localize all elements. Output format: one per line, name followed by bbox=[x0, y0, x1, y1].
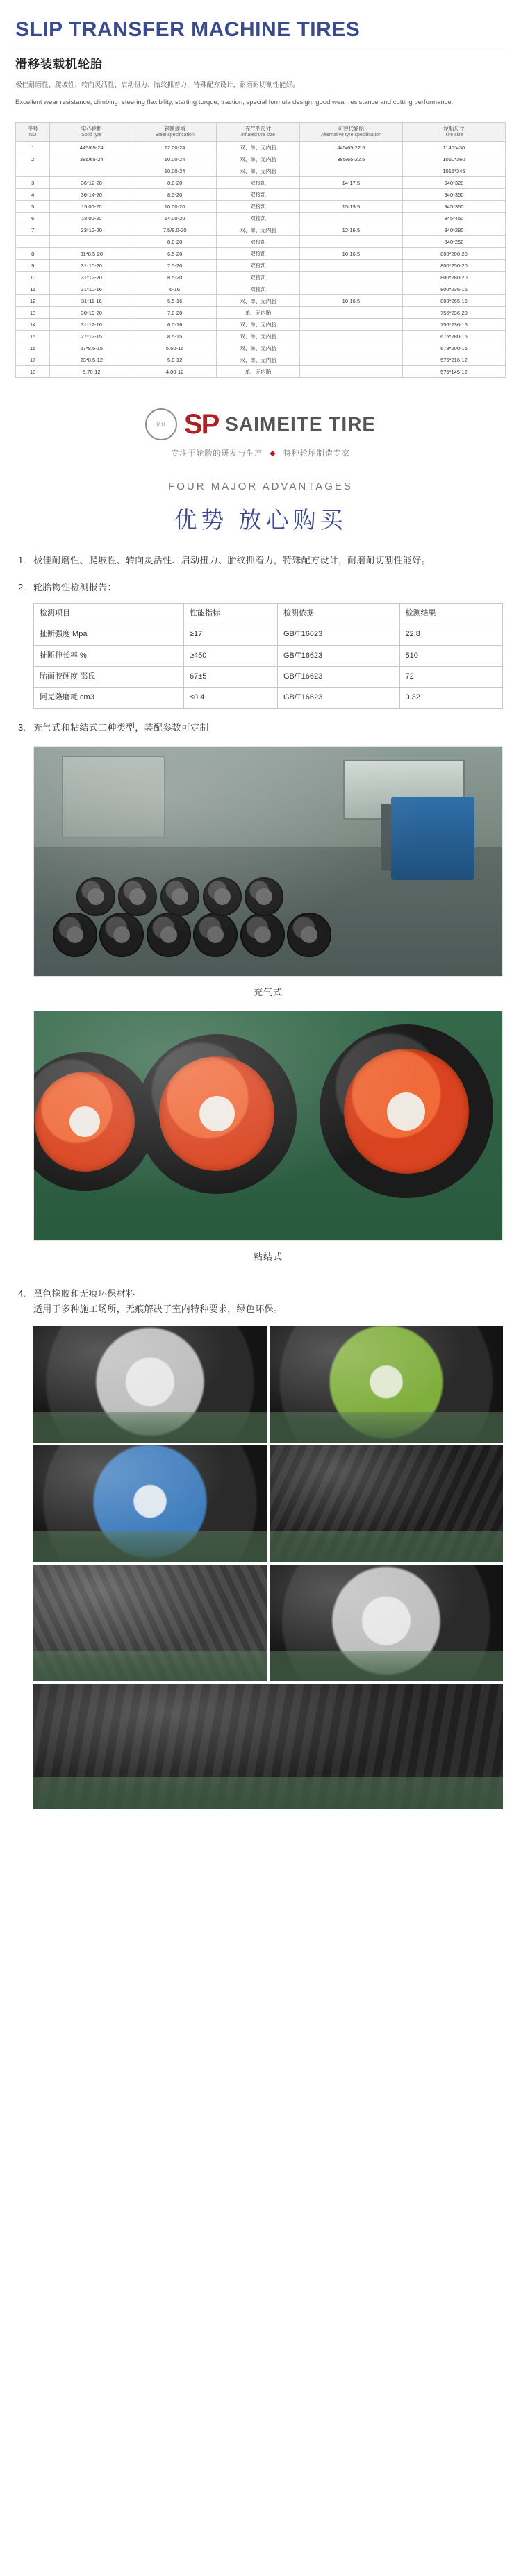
spec-cell-steel: 10.00-20 bbox=[133, 201, 217, 213]
spec-cell-no: 1 bbox=[16, 142, 50, 153]
report-table-head bbox=[34, 603, 503, 624]
spec-cell-press: 双接凯 bbox=[217, 236, 300, 248]
caption-bonded: 粘结式 bbox=[253, 1251, 283, 1262]
list-item-text: 充气式和粘结式二种类型，装配参数可定制 bbox=[33, 722, 209, 733]
spec-cell-size: 1140*430 bbox=[402, 142, 505, 153]
spec-col-tyre-en: Solid tyre bbox=[81, 132, 102, 138]
spec-cell-tyre: 36*12-20 bbox=[50, 177, 133, 189]
spec-cell-no: 2 bbox=[16, 153, 50, 165]
table-row bbox=[34, 688, 503, 708]
spec-cell-steel: 5.5-16 bbox=[133, 295, 217, 307]
spec-cell-alt bbox=[299, 189, 402, 201]
spec-col-alt bbox=[299, 123, 402, 142]
spec-cell-size: 673*200-15 bbox=[402, 342, 505, 354]
photo-floor bbox=[270, 1651, 503, 1681]
spec-cell-no bbox=[16, 165, 50, 177]
report-cell-index: ≤0.4 bbox=[184, 688, 278, 708]
spec-cell-no: 14 bbox=[16, 319, 50, 331]
spec-cell-tyre: 27*8.5-15 bbox=[50, 342, 133, 354]
spec-cell-press: 双接凯 bbox=[217, 248, 300, 260]
table-row bbox=[16, 224, 506, 236]
spec-cell-alt bbox=[299, 319, 402, 331]
test-report-table bbox=[33, 603, 503, 709]
tire-row-item bbox=[245, 877, 283, 916]
table-row bbox=[16, 248, 506, 260]
table-row bbox=[16, 283, 506, 295]
spec-cell-no: 3 bbox=[16, 177, 50, 189]
photo-bonded-block bbox=[33, 1011, 503, 1263]
table-row bbox=[16, 142, 506, 153]
description-cn: 极佳耐磨性、爬坡性、转向灵活性、启动扭力、胎纹抓着力，特殊配方设计，耐磨耐切割性能好。 bbox=[15, 81, 299, 89]
spec-cell-tyre: 15.00-20 bbox=[50, 201, 133, 213]
spec-cell-tyre: 18.00-20 bbox=[50, 213, 133, 224]
spec-cell-no: 13 bbox=[16, 307, 50, 319]
spec-cell-alt: 10-16.5 bbox=[299, 295, 402, 307]
spec-col-alt-cn: 可替代轮胎 bbox=[338, 126, 365, 133]
spec-cell-no: 15 bbox=[16, 331, 50, 342]
spec-cell-alt bbox=[299, 366, 402, 378]
spec-cell-alt: 15-19.5 bbox=[299, 201, 402, 213]
report-cell-basis: GB/T16623 bbox=[278, 688, 400, 708]
spec-cell-press: 双、单、无内胎 bbox=[217, 142, 300, 153]
table-row bbox=[16, 236, 506, 248]
spec-cell-size: 800*236-16 bbox=[402, 283, 505, 295]
spec-cell-no: 9 bbox=[16, 260, 50, 272]
spec-table-body bbox=[16, 142, 506, 378]
spec-cell-press: 双接凯 bbox=[217, 213, 300, 224]
spec-cell-size: 840*250 bbox=[402, 236, 505, 248]
spec-cell-alt bbox=[299, 272, 402, 283]
spec-cell-no: 17 bbox=[16, 354, 50, 366]
spec-cell-no bbox=[16, 236, 50, 248]
spec-cell-steel: 8.5-20 bbox=[133, 189, 217, 201]
spec-cell-press: 双接凯 bbox=[217, 260, 300, 272]
spec-cell-steel: 6.0-16 bbox=[133, 319, 217, 331]
spec-cell-steel: 7.0-20 bbox=[133, 307, 217, 319]
spec-cell-steel: 8.0-20 bbox=[133, 236, 217, 248]
spec-cell-steel: 5.50-15 bbox=[133, 342, 217, 354]
spec-col-no-cn: 序号 bbox=[27, 126, 38, 133]
spec-cell-steel: 8.5-20 bbox=[133, 272, 217, 283]
brand-tagline bbox=[0, 447, 521, 458]
spec-col-size bbox=[402, 123, 505, 142]
spec-cell-tyre: 385/65-24 bbox=[50, 153, 133, 165]
photo-floor bbox=[33, 1651, 267, 1681]
tire-row-item bbox=[160, 877, 199, 916]
tire-row-item bbox=[193, 913, 238, 957]
spec-cell-alt bbox=[299, 236, 402, 248]
spec-cell-size: 675*280-15 bbox=[402, 331, 505, 342]
spec-header-row bbox=[16, 123, 506, 142]
spec-cell-tyre: 31*11-16 bbox=[50, 295, 133, 307]
spec-col-steel-en: Steel specification bbox=[155, 132, 195, 138]
caption-inflated: 充气式 bbox=[253, 986, 283, 997]
spec-cell-size: 800*280-20 bbox=[402, 272, 505, 283]
spec-table bbox=[15, 122, 506, 378]
spec-col-press-cn: 充气胎尺寸 bbox=[245, 126, 272, 133]
report-cell-basis: GB/T16623 bbox=[278, 624, 400, 645]
list-item bbox=[18, 553, 503, 569]
gallery-photo-blue-rim bbox=[33, 1445, 267, 1562]
list-item-number: 3. bbox=[18, 722, 26, 733]
wheel-hub bbox=[199, 1096, 235, 1131]
spec-cell-press: 双、单、无内胎 bbox=[217, 331, 300, 342]
table-row bbox=[16, 272, 506, 283]
spec-cell-no: 4 bbox=[16, 189, 50, 201]
spec-cell-size: 800*200-20 bbox=[402, 248, 505, 260]
report-table-body bbox=[34, 624, 503, 709]
spec-cell-steel: 5.0-12 bbox=[133, 354, 217, 366]
tire-row-item bbox=[203, 877, 242, 916]
certification-seal-icon: 认证 bbox=[145, 408, 177, 440]
spec-cell-size: 800*265-16 bbox=[402, 295, 505, 307]
table-row bbox=[16, 331, 506, 342]
spec-cell-no: 11 bbox=[16, 283, 50, 295]
spec-cell-press: 单、无内胎 bbox=[217, 366, 300, 378]
spec-cell-size: 945*360 bbox=[402, 201, 505, 213]
spec-cell-alt bbox=[299, 213, 402, 224]
spec-cell-size: 800*250-20 bbox=[402, 260, 505, 272]
spec-table-wrap bbox=[0, 113, 521, 378]
spec-cell-steel: 10.00-24 bbox=[133, 165, 217, 177]
list-item-body bbox=[33, 1286, 503, 1810]
spec-cell-press: 双、单、无内胎 bbox=[217, 153, 300, 165]
table-row bbox=[16, 260, 506, 272]
spec-cell-press: 双、单、无内胎 bbox=[217, 354, 300, 366]
spec-cell-press: 双接凯 bbox=[217, 177, 300, 189]
spec-col-no bbox=[16, 123, 50, 142]
page-header bbox=[0, 0, 521, 113]
gallery-photo-silver-rim-2 bbox=[270, 1565, 503, 1681]
gallery-photo-green-rim bbox=[270, 1326, 503, 1443]
wheel-item bbox=[320, 1024, 493, 1198]
photo-floor bbox=[33, 1531, 267, 1562]
warehouse-door bbox=[62, 756, 165, 838]
spec-cell-alt: 10-16.5 bbox=[299, 248, 402, 260]
spec-cell-tyre: 33*12-20 bbox=[50, 224, 133, 236]
advantages-heading bbox=[0, 481, 521, 535]
report-cell-result: 72 bbox=[399, 667, 503, 688]
list-item-subtext: 适用于多种施工场所，无痕解决了室内特种要求，绿色环保。 bbox=[33, 1304, 283, 1315]
spec-col-no-en: NO bbox=[28, 132, 37, 138]
spec-cell-size: 756*236-16 bbox=[402, 319, 505, 331]
spec-cell-press: 双接凯 bbox=[217, 272, 300, 283]
table-row bbox=[16, 189, 506, 201]
spec-cell-no: 6 bbox=[16, 213, 50, 224]
photo-floor bbox=[270, 1412, 503, 1443]
spec-cell-steel: 4.00-12 bbox=[133, 366, 217, 378]
page-bottom-spacer bbox=[0, 1820, 521, 1838]
spec-cell-tyre: 5.70-12 bbox=[50, 366, 133, 378]
spec-cell-tyre bbox=[50, 165, 133, 177]
list-item-text: 极佳耐磨性、爬坡性、转向灵活性、启动扭力、胎纹抓着力，特殊配方设计，耐磨耐切割性能好。 bbox=[33, 555, 431, 566]
table-row bbox=[34, 624, 503, 645]
spec-cell-tyre: 30*10-20 bbox=[50, 307, 133, 319]
gallery-photo-tread-grey bbox=[33, 1565, 267, 1681]
brand-name: SAIMEITE TIRE bbox=[225, 413, 377, 435]
tire-row-item bbox=[240, 913, 285, 957]
wheel-hub bbox=[387, 1092, 425, 1131]
spec-cell-alt: 14-17.5 bbox=[299, 177, 402, 189]
spec-cell-size: 840*280 bbox=[402, 224, 505, 236]
brand-logo-icon: SP bbox=[183, 409, 219, 440]
spec-cell-size: 575*145-12 bbox=[402, 366, 505, 378]
spec-cell-tyre: 31*12-16 bbox=[50, 319, 133, 331]
tire-row-item bbox=[147, 913, 191, 957]
spec-cell-alt bbox=[299, 342, 402, 354]
spec-col-tyre bbox=[50, 123, 133, 142]
report-cell-index: 67±5 bbox=[184, 667, 278, 688]
list-item-body bbox=[33, 580, 503, 709]
list-item-number: 1. bbox=[18, 555, 26, 566]
spec-table-head bbox=[16, 123, 506, 142]
photo-gallery bbox=[33, 1326, 503, 1681]
brand-row bbox=[0, 408, 521, 440]
report-cell-index: ≥17 bbox=[184, 624, 278, 645]
spec-cell-no: 5 bbox=[16, 201, 50, 213]
spec-col-tyre-cn: 实心轮胎 bbox=[81, 126, 102, 133]
brand-tagline-left: 专注于轮胎的研发与生产 bbox=[171, 449, 263, 458]
spec-col-alt-en: Alternative tyre specification bbox=[320, 132, 381, 138]
report-cell-item: 扯断伸长率 % bbox=[34, 645, 184, 666]
list-item bbox=[18, 720, 503, 1275]
list-item-body bbox=[33, 553, 503, 569]
gallery-photo-wide bbox=[33, 1684, 503, 1809]
spec-cell-alt bbox=[299, 165, 402, 177]
spec-cell-size: 1060*360 bbox=[402, 153, 505, 165]
spec-cell-press: 单、无内胎 bbox=[217, 307, 300, 319]
list-item bbox=[18, 1286, 503, 1810]
spec-cell-alt bbox=[299, 331, 402, 342]
advantages-heading-cn: 优势 放心购买 bbox=[174, 507, 347, 533]
spec-cell-press: 双接凯 bbox=[217, 189, 300, 201]
report-col-item: 检测项目 bbox=[34, 603, 184, 624]
spec-cell-no: 12 bbox=[16, 295, 50, 307]
report-cell-index: ≥450 bbox=[184, 645, 278, 666]
spec-col-size-en: Tire size bbox=[445, 132, 463, 138]
advantages-heading-en: FOUR MAJOR ADVANTAGES bbox=[168, 481, 353, 493]
table-row bbox=[16, 153, 506, 165]
table-row bbox=[16, 319, 506, 331]
spec-cell-steel: 12.00-24 bbox=[133, 142, 217, 153]
spec-cell-tyre: 31*10-20 bbox=[50, 260, 133, 272]
wheels-scene bbox=[34, 1011, 502, 1240]
report-header-row bbox=[34, 603, 503, 624]
spec-cell-alt bbox=[299, 354, 402, 366]
spec-cell-steel: 7.5/8.0-20 bbox=[133, 224, 217, 236]
table-row bbox=[16, 165, 506, 177]
list-item-text: 黑色橡胶和无痕环保材料 bbox=[33, 1288, 135, 1299]
spec-cell-steel: 8.0-20 bbox=[133, 177, 217, 189]
spec-cell-alt bbox=[299, 307, 402, 319]
spec-col-steel-cn: 钢圈规格 bbox=[164, 126, 185, 133]
spec-cell-tyre: 23*8.5-12 bbox=[50, 354, 133, 366]
table-row bbox=[16, 201, 506, 213]
spec-cell-press: 双、单、无内胎 bbox=[217, 295, 300, 307]
spec-cell-size: 940*350 bbox=[402, 189, 505, 201]
table-row bbox=[34, 645, 503, 666]
spec-cell-alt: 445/65-22.5 bbox=[299, 142, 402, 153]
report-cell-result: 0.32 bbox=[399, 688, 503, 708]
spec-cell-no: 7 bbox=[16, 224, 50, 236]
tire-row-item bbox=[76, 877, 115, 916]
warehouse-scene bbox=[34, 747, 502, 976]
table-row bbox=[16, 177, 506, 189]
spec-cell-press: 双、单、无内胎 bbox=[217, 342, 300, 354]
tire-row-item bbox=[287, 913, 331, 957]
spec-cell-size: 940*320 bbox=[402, 177, 505, 189]
spec-cell-size: 575*216-12 bbox=[402, 354, 505, 366]
report-col-basis: 检测依据 bbox=[278, 603, 400, 624]
list-item-text: 轮胎物性检测报告： bbox=[33, 582, 117, 593]
list-item bbox=[18, 580, 503, 709]
table-row bbox=[16, 342, 506, 354]
spec-cell-press: 双接凯 bbox=[217, 283, 300, 295]
gallery-photo-silver-rim bbox=[33, 1326, 267, 1443]
spec-col-press-en: Inflated tire size bbox=[240, 132, 275, 138]
wheel-item bbox=[33, 1052, 154, 1191]
spec-cell-press: 双接凯 bbox=[217, 201, 300, 213]
list-item-number: 4. bbox=[18, 1288, 26, 1299]
spec-cell-size: 1015*345 bbox=[402, 165, 505, 177]
photo-floor bbox=[33, 1412, 267, 1443]
list-item-number: 2. bbox=[18, 582, 26, 593]
spec-cell-size: 945*450 bbox=[402, 213, 505, 224]
spec-cell-steel: 10.00-24 bbox=[133, 153, 217, 165]
photo-bonded-wheels bbox=[33, 1011, 503, 1241]
spec-cell-tyre: 31*8.5-20 bbox=[50, 248, 133, 260]
spec-cell-tyre: 445/65-24 bbox=[50, 142, 133, 153]
gallery-photo-tread-dark bbox=[270, 1445, 503, 1562]
forklift bbox=[391, 797, 474, 880]
spec-cell-no: 8 bbox=[16, 248, 50, 260]
wheel-item bbox=[137, 1034, 297, 1194]
photo-floor bbox=[33, 1777, 503, 1809]
report-cell-result: 510 bbox=[399, 645, 503, 666]
table-row bbox=[16, 354, 506, 366]
spec-cell-alt bbox=[299, 283, 402, 295]
photo-floor bbox=[270, 1531, 503, 1562]
table-row bbox=[34, 667, 503, 688]
spec-cell-tyre: 31*12-20 bbox=[50, 272, 133, 283]
report-cell-basis: GB/T16623 bbox=[278, 645, 400, 666]
spec-cell-steel: 6-16 bbox=[133, 283, 217, 295]
spec-cell-press: 双、单、无内胎 bbox=[217, 224, 300, 236]
spec-cell-tyre: 36*14-20 bbox=[50, 189, 133, 201]
spec-cell-steel: 6.5-20 bbox=[133, 248, 217, 260]
report-col-index: 性能指标 bbox=[184, 603, 278, 624]
spec-cell-tyre bbox=[50, 236, 133, 248]
list-item-body bbox=[33, 720, 503, 1275]
spec-cell-tyre: 31*10-16 bbox=[50, 283, 133, 295]
brand-band bbox=[0, 396, 521, 468]
spec-cell-steel: 14.00-20 bbox=[133, 213, 217, 224]
spec-cell-steel: 8.5-15 bbox=[133, 331, 217, 342]
spec-col-steel bbox=[133, 123, 217, 142]
brand-tagline-right: 特种轮胎制造专家 bbox=[283, 449, 350, 458]
page-title-cn: 滑移装载机轮胎 bbox=[15, 58, 103, 71]
spec-cell-no: 18 bbox=[16, 366, 50, 378]
report-cell-result: 22.8 bbox=[399, 624, 503, 645]
tire-row-item bbox=[53, 913, 97, 957]
spec-cell-no: 16 bbox=[16, 342, 50, 354]
table-row bbox=[16, 295, 506, 307]
photo-inflated-block bbox=[33, 746, 503, 998]
tire-row-item bbox=[118, 877, 157, 916]
report-cell-basis: GB/T16623 bbox=[278, 667, 400, 688]
spec-cell-alt: 12-16.5 bbox=[299, 224, 402, 236]
spec-cell-size: 756*236-20 bbox=[402, 307, 505, 319]
page-title-en: SLIP TRANSFER MACHINE TIRES bbox=[15, 18, 361, 41]
report-col-result: 检测结果 bbox=[399, 603, 503, 624]
spec-col-press bbox=[217, 123, 300, 142]
spec-cell-tyre: 27*12-15 bbox=[50, 331, 133, 342]
report-cell-item: 胎面胶硬度 邵氏 bbox=[34, 667, 184, 688]
diamond-icon: ◆ bbox=[270, 449, 276, 458]
table-row bbox=[16, 366, 506, 378]
spec-cell-steel: 7.5-20 bbox=[133, 260, 217, 272]
advantages-list bbox=[0, 535, 521, 1809]
table-row bbox=[16, 307, 506, 319]
spec-cell-press: 双、单、无内胎 bbox=[217, 165, 300, 177]
spec-cell-alt: 385/65-22.5 bbox=[299, 153, 402, 165]
spec-cell-alt bbox=[299, 260, 402, 272]
photo-inflated-tires bbox=[33, 746, 503, 977]
table-row bbox=[16, 213, 506, 224]
spec-col-size-cn: 轮胎尺寸 bbox=[443, 126, 465, 133]
wheel-hub bbox=[69, 1106, 100, 1137]
report-cell-item: 扯断强度 Mpa bbox=[34, 624, 184, 645]
spec-cell-press: 双、单、无内胎 bbox=[217, 319, 300, 331]
report-cell-item: 阿克隆磨耗 cm3 bbox=[34, 688, 184, 708]
spec-cell-no: 10 bbox=[16, 272, 50, 283]
description-en: Excellent wear resistance, climbing, steering flexibility, starting torque, traction, special formula design, good wear resistance and cutting performance. bbox=[15, 99, 454, 107]
